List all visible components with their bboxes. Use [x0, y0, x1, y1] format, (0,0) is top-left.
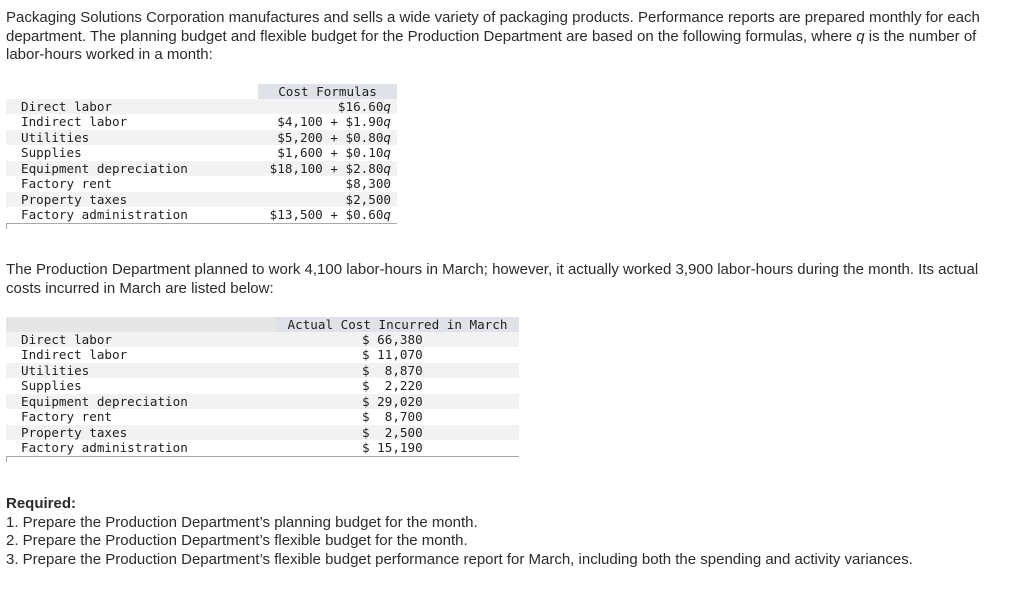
- row-label: Equipment depreciation: [21, 160, 188, 176]
- row-value: $ 8,700: [362, 409, 423, 425]
- row-value: $ 15,190: [362, 440, 423, 456]
- required-section: [6, 495, 1016, 569]
- intro-text-start: Packaging Solutions Corporation manufactures and sells a wide variety of packaging products. Performance reports are prepared monthly for each department. The planning budget and flexible budget for the Production Department are based on the following formulas, where: [6, 9, 980, 45]
- table-row: [6, 192, 397, 207]
- q-variable: q: [383, 99, 391, 114]
- q-variable: q: [383, 145, 391, 161]
- table-row: [6, 378, 519, 393]
- row-value: $ 8,870: [362, 362, 423, 378]
- table-row: [6, 130, 397, 145]
- table-bottom-rule: [6, 456, 519, 462]
- header-band: [6, 317, 276, 332]
- row-label: Utilities: [21, 129, 90, 145]
- row-label: Factory rent: [21, 176, 112, 192]
- row-label: Indirect labor: [21, 114, 128, 130]
- table-row: [6, 145, 397, 160]
- row-label: Factory administration: [21, 207, 188, 223]
- table-row: [6, 409, 519, 424]
- q-variable: q: [383, 160, 391, 176]
- row-value: $4,100 + $1.90q: [277, 114, 391, 130]
- row-label: Utilities: [21, 362, 90, 378]
- middle-paragraph: The Production Department planned to work 4,100 labor-hours in March; however, it actually worked 3,900 labor-hours during the month. Its actual costs incurred in March are listed below:: [6, 261, 979, 297]
- row-label: Property taxes: [21, 191, 128, 207]
- row-value: $13,500 + $0.60q: [269, 207, 391, 223]
- row-label: Property taxes: [21, 424, 128, 440]
- table-row: [6, 99, 397, 114]
- table-row: [6, 332, 519, 347]
- table-row: [6, 347, 519, 362]
- row-label: Equipment depreciation: [21, 393, 188, 409]
- table-bottom-rule: [6, 223, 397, 229]
- required-title: Required:: [6, 495, 77, 512]
- table-row: [6, 114, 397, 129]
- row-value: $ 29,020: [362, 393, 423, 409]
- row-value: $1,600 + $0.10q: [277, 145, 391, 161]
- intro-paragraph: [6, 9, 1006, 65]
- row-label: Supplies: [21, 378, 82, 394]
- row-label: Direct labor: [21, 332, 112, 347]
- table-row: [6, 161, 397, 176]
- row-value: $18,100 + $2.80q: [269, 160, 391, 176]
- row-label: Factory rent: [21, 409, 112, 425]
- q-variable: q: [383, 207, 391, 223]
- table-row: [6, 425, 519, 440]
- row-label: Indirect labor: [21, 347, 128, 363]
- required-item-2: 2. Prepare the Production Department’s flexible budget for the month.: [6, 532, 468, 549]
- row-label: Direct labor: [21, 99, 112, 114]
- intro-text-end: is the number of labor-hours worked in a month:: [6, 27, 977, 63]
- q-variable: q: [856, 27, 865, 45]
- row-label: Supplies: [21, 145, 82, 161]
- q-variable: q: [383, 114, 391, 130]
- row-value: $5,200 + $0.80q: [277, 129, 391, 145]
- row-value: $8,300: [345, 176, 391, 192]
- q-variable: q: [383, 129, 391, 145]
- table-row: [6, 207, 397, 222]
- required-item-3: 3. Prepare the Production Department’s flexible budget performance report for March, including both the spending and activity variances.: [6, 550, 913, 568]
- table-row: [6, 440, 519, 455]
- row-value: $2,500: [345, 191, 391, 207]
- row-value: $ 66,380: [362, 332, 423, 347]
- cost-formulas-header-row: [6, 84, 397, 99]
- table-row: [6, 394, 519, 409]
- actual-costs-table: [6, 317, 519, 462]
- row-value: $ 11,070: [362, 347, 423, 363]
- table-row: [6, 176, 397, 191]
- required-item-1: 1. Prepare the Production Department’s planning budget for the month.: [6, 513, 478, 531]
- cost-formulas-header: Cost Formulas: [258, 84, 397, 99]
- row-label: Factory administration: [21, 440, 188, 456]
- actual-costs-header-row: [6, 317, 519, 332]
- actual-costs-header: Actual Cost Incurred in March: [276, 317, 519, 332]
- row-value: $ 2,220: [362, 378, 423, 394]
- row-value: $ 2,500: [362, 424, 423, 440]
- row-value: $16.60q: [337, 99, 391, 114]
- table-row: [6, 363, 519, 378]
- cost-formulas-table: [6, 84, 397, 229]
